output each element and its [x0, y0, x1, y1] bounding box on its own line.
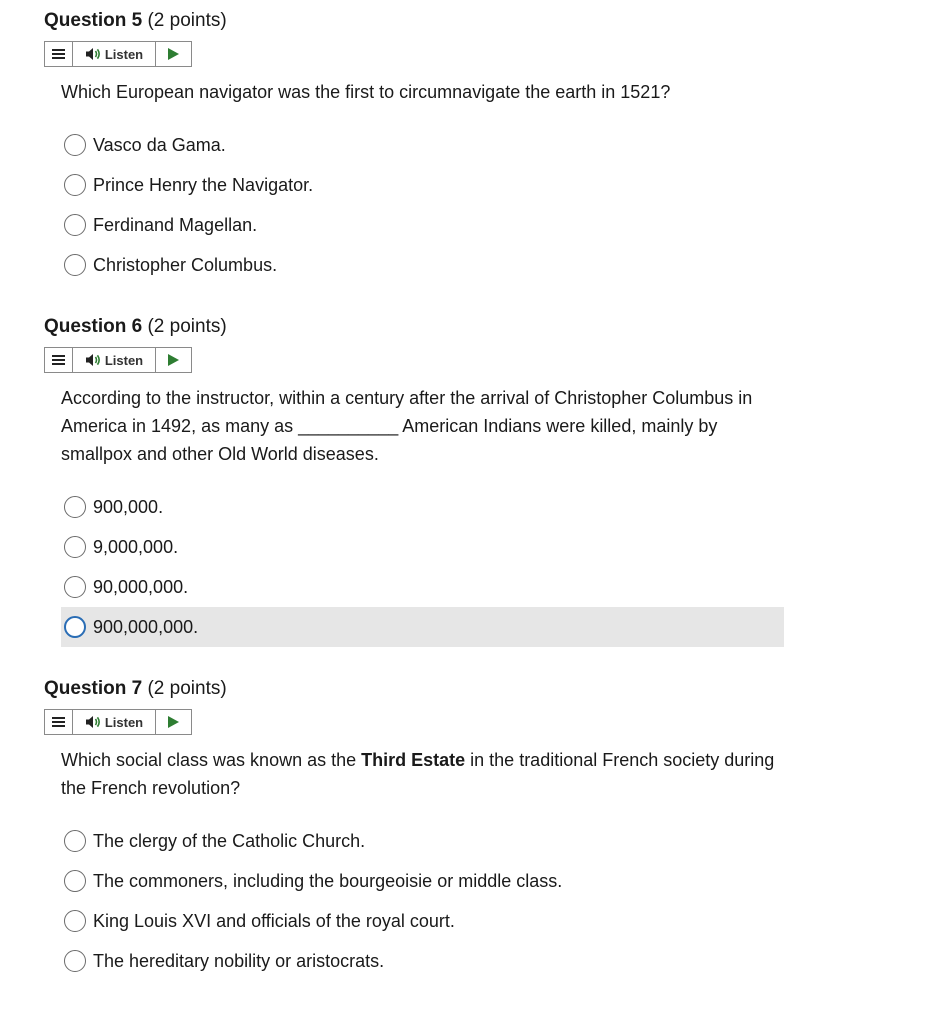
- prompt-text: Which social class was known as the: [61, 750, 362, 770]
- menu-icon[interactable]: [45, 348, 73, 372]
- prompt-bold-term: Third Estate: [361, 750, 466, 770]
- radio-button[interactable]: [64, 576, 86, 598]
- answer-option[interactable]: [61, 165, 784, 205]
- option-label: 900,000.: [93, 496, 164, 517]
- question-prompt: According to the instructor, within a century after the arrival of Christopher Columbus in America in 1492, as many as __________ American Indians were killed, mainly by smallpox and other Old World diseases.: [61, 388, 753, 464]
- answer-option[interactable]: [61, 941, 784, 981]
- radio-button[interactable]: [64, 616, 86, 638]
- question-title: Question 6: [44, 316, 143, 337]
- question-header: [44, 315, 804, 339]
- option-label: The hereditary nobility or aristocrats.: [93, 950, 385, 971]
- answer-option[interactable]: [61, 487, 784, 527]
- answer-option[interactable]: [61, 821, 784, 861]
- radio-button[interactable]: [64, 134, 86, 156]
- question-title: Question 5: [44, 10, 143, 31]
- menu-icon[interactable]: [45, 42, 73, 66]
- speaker-icon: [85, 47, 102, 61]
- option-label: Christopher Columbus.: [93, 254, 278, 275]
- play-button[interactable]: [156, 348, 191, 372]
- answer-options: [61, 487, 784, 647]
- menu-icon[interactable]: [45, 710, 73, 734]
- play-button[interactable]: [156, 42, 191, 66]
- answer-option[interactable]: [61, 245, 784, 285]
- play-icon: [168, 716, 179, 728]
- play-button[interactable]: [156, 710, 191, 734]
- question-prompt: Which European navigator was the first to circumnavigate the earth in 1521?: [61, 82, 671, 102]
- listen-label: Listen: [104, 46, 144, 62]
- answer-option[interactable]: [61, 125, 784, 165]
- question-points: (2 points): [147, 678, 227, 699]
- option-label: Prince Henry the Navigator.: [93, 174, 314, 195]
- radio-button[interactable]: [64, 254, 86, 276]
- radio-button[interactable]: [64, 870, 86, 892]
- listen-label: Listen: [104, 714, 144, 730]
- radio-button[interactable]: [64, 174, 86, 196]
- option-label: 90,000,000.: [93, 576, 189, 597]
- answer-options: [61, 821, 784, 981]
- listen-toolbar: [44, 41, 192, 67]
- question-6: [44, 315, 804, 637]
- option-label: 9,000,000.: [93, 536, 179, 557]
- answer-option[interactable]: [61, 527, 784, 567]
- listen-button[interactable]: [73, 42, 156, 66]
- question-prompt: [61, 746, 781, 802]
- question-7: [44, 677, 804, 971]
- answer-option[interactable]: [61, 205, 784, 245]
- question-title: Question 7: [44, 678, 143, 699]
- question-points: (2 points): [147, 10, 227, 31]
- question-points: (2 points): [147, 316, 227, 337]
- listen-button[interactable]: [73, 710, 156, 734]
- play-icon: [168, 48, 179, 60]
- question-header: [44, 9, 804, 33]
- radio-button[interactable]: [64, 830, 86, 852]
- option-label: The clergy of the Catholic Church.: [93, 830, 366, 851]
- option-label: Ferdinand Magellan.: [93, 214, 258, 235]
- answer-option[interactable]: [61, 607, 784, 647]
- radio-button[interactable]: [64, 214, 86, 236]
- radio-button[interactable]: [64, 910, 86, 932]
- option-label: 900,000,000.: [93, 616, 199, 637]
- radio-button[interactable]: [64, 496, 86, 518]
- option-label: Vasco da Gama.: [93, 134, 226, 155]
- play-icon: [168, 354, 179, 366]
- speaker-icon: [85, 715, 102, 729]
- answer-option[interactable]: [61, 861, 784, 901]
- prompt-text: in the traditional French society during the French revolution?: [61, 750, 775, 798]
- answer-option[interactable]: [61, 901, 784, 941]
- listen-label: Listen: [104, 352, 144, 368]
- option-label: King Louis XVI and officials of the royal court.: [93, 910, 455, 931]
- speaker-icon: [85, 353, 102, 367]
- radio-button[interactable]: [64, 950, 86, 972]
- listen-toolbar: [44, 347, 192, 373]
- radio-button[interactable]: [64, 536, 86, 558]
- question-header: [44, 677, 804, 701]
- listen-toolbar: [44, 709, 192, 735]
- question-5: [44, 9, 804, 275]
- answer-option[interactable]: [61, 567, 784, 607]
- answer-options: [61, 125, 784, 285]
- option-label: The commoners, including the bourgeoisie or middle class.: [93, 870, 563, 891]
- listen-button[interactable]: [73, 348, 156, 372]
